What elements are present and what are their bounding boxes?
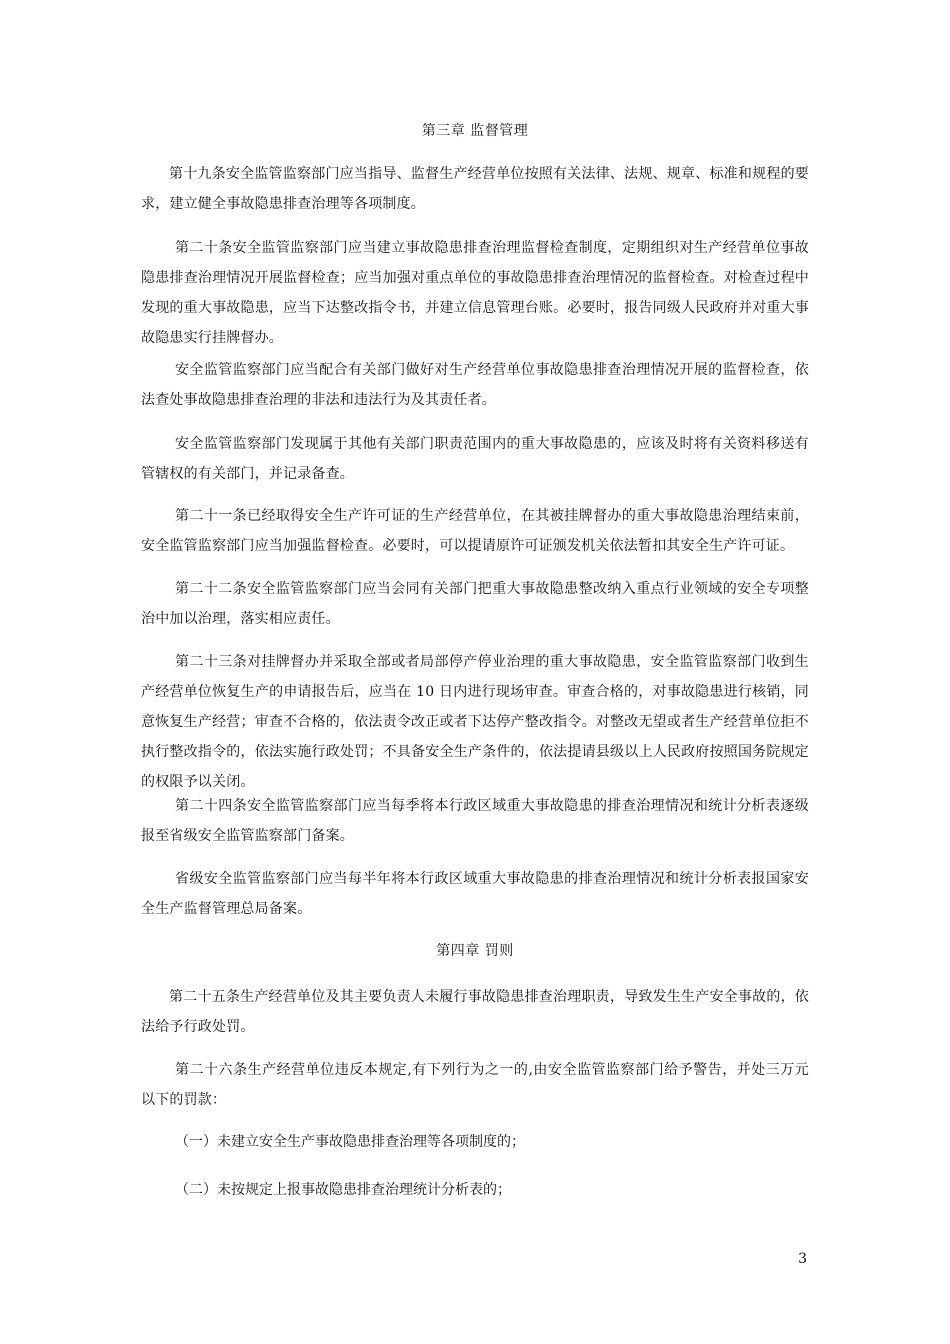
article-26-item-1: （一）未建立安全生产事故隐患排查治理等各项制度的； bbox=[175, 1134, 525, 1150]
article-26-item-2: （二）未按规定上报事故隐患排查治理统计分析表的； bbox=[175, 1182, 511, 1198]
article-22: 第二十二条安全监管监察部门应当会同有关部门把重大事故隐患整改纳入重点行业领域的安全专项整治中加以治理，落实相应责任。 bbox=[141, 581, 809, 627]
article-26: 第二十六条生产经营单位违反本规定,有下列行为之一的,由安全监管监察部门给予警告，并处三万元以下的罚款： bbox=[141, 1062, 809, 1108]
article-23: 第二十三条对挂牌督办并采取全部或者局部停产停业治理的重大事故隐患，安全监管监察部门收到生产经营单位恢复生产的申请报告后，应当在 10 日内进行现场审查。审查合格的，对事故隐患进行核销，同意恢复生产经营；审查不合格的，依法责令改正或者下达停产整改指令。对整改无望或者生产经营单位拒不执行整改指令的，依法实施行政处罚；不具备安全生产条件的，依法提请县级以上人民政府按照国务院规定的权限予以关闭。 bbox=[141, 654, 809, 790]
article-21: 第二十一条已经取得安全生产许可证的生产经营单位，在其被挂牌督办的重大事故隐患治理结束前，安全监管监察部门应当加强监督检查。必要时，可以提请原许可证颁发机关依法暂扣其安全生产许可证。 bbox=[141, 508, 809, 554]
article-24: 第二十四条安全监管监察部门应当每季将本行政区域重大事故隐患的排查治理情况和统计分析表逐级报至省级安全监管监察部门备案。 bbox=[141, 798, 809, 844]
article-20-clause-3: 安全监管监察部门发现属于其他有关部门职责范围内的重大事故隐患的，应该及时将有关资料移送有管辖权的有关部门，并记录备查。 bbox=[141, 436, 809, 482]
article-19: 第十九条安全监管监察部门应当指导、监督生产经营单位按照有关法律、法规、规章、标准和规程的要求，建立健全事故隐患排查治理等各项制度。 bbox=[141, 166, 809, 212]
page-number: 3 bbox=[798, 1251, 807, 1267]
article-25: 第二十五条生产经营单位及其主要负责人未履行事故隐患排查治理职责，导致发生生产安全事故的，依法给予行政处罚。 bbox=[141, 989, 809, 1035]
chapter-4-title: 第四章 罚则 bbox=[436, 943, 514, 959]
article-20-clause-2: 安全监管监察部门应当配合有关部门做好对生产经营单位事故隐患排查治理情况开展的监督检查，依法查处事故隐患排查治理的非法和违法行为及其责任者。 bbox=[141, 362, 809, 408]
article-20: 第二十条安全监管监察部门应当建立事故隐患排查治理监督检查制度，定期组织对生产经营单位事故隐患排查治理情况开展监督检查；应当加强对重点单位的事故隐患排查治理情况的监督检查。对检查过程中发现的重大事故隐患，应当下达整改指令书，并建立信息管理台账。必要时，报告同级人民政府并对重大事故隐患实行挂牌督办。 bbox=[141, 240, 809, 346]
article-24-clause-2: 省级安全监管监察部门应当每半年将本行政区域重大事故隐患的排查治理情况和统计分析表报国家安全生产监督管理总局备案。 bbox=[141, 871, 809, 917]
chapter-3-title: 第三章 监督管理 bbox=[421, 123, 529, 139]
